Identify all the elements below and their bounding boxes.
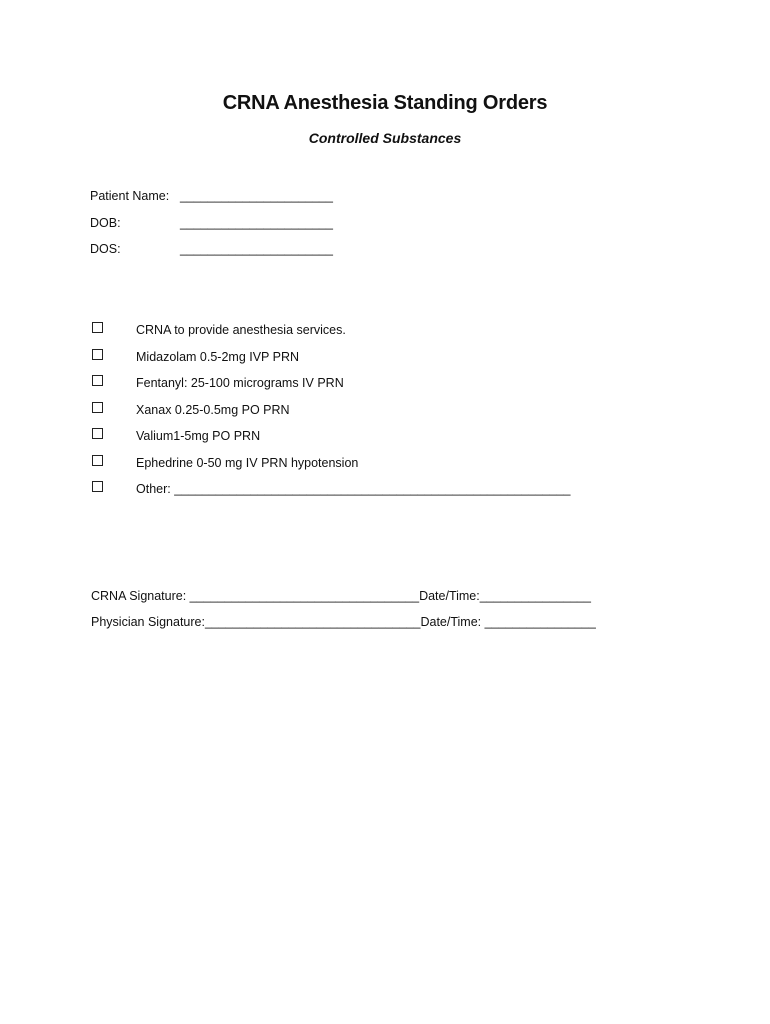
order-label: Ephedrine 0-50 mg IV PRN hypotension: [136, 456, 359, 470]
order-label: Xanax 0.25-0.5mg PO PRN: [136, 403, 290, 417]
checkbox[interactable]: [92, 349, 103, 360]
page-subtitle: Controlled Substances: [308, 130, 462, 146]
checkbox[interactable]: [92, 322, 103, 333]
crna-signature-line[interactable]: CRNA Signature: _________________________________Date/Time:________________: [91, 589, 591, 603]
order-label: Fentanyl: 25-100 micrograms IV PRN: [136, 376, 344, 390]
dos-label: DOS:: [90, 242, 121, 256]
page-title: CRNA Anesthesia Standing Orders: [222, 92, 548, 114]
checkbox[interactable]: [92, 481, 103, 492]
checkbox[interactable]: [92, 455, 103, 466]
dob-line[interactable]: ______________________: [180, 216, 333, 230]
dob-label: DOB:: [90, 216, 121, 230]
physician-signature-line[interactable]: Physician Signature:_______________________________Date/Time: ________________: [91, 615, 596, 629]
order-label[interactable]: Other: _________________________________________________________: [136, 482, 571, 496]
checkbox[interactable]: [92, 402, 103, 413]
patient-name-label: Patient Name:: [90, 189, 170, 203]
checkbox[interactable]: [92, 428, 103, 439]
checkbox[interactable]: [92, 375, 103, 386]
order-label: Valium1-5mg PO PRN: [136, 429, 261, 443]
patient-name-line[interactable]: ______________________: [180, 189, 333, 203]
dos-line[interactable]: ______________________: [180, 242, 333, 256]
order-label: Midazolam 0.5-2mg IVP PRN: [136, 350, 300, 364]
order-label: CRNA to provide anesthesia services.: [136, 323, 346, 337]
